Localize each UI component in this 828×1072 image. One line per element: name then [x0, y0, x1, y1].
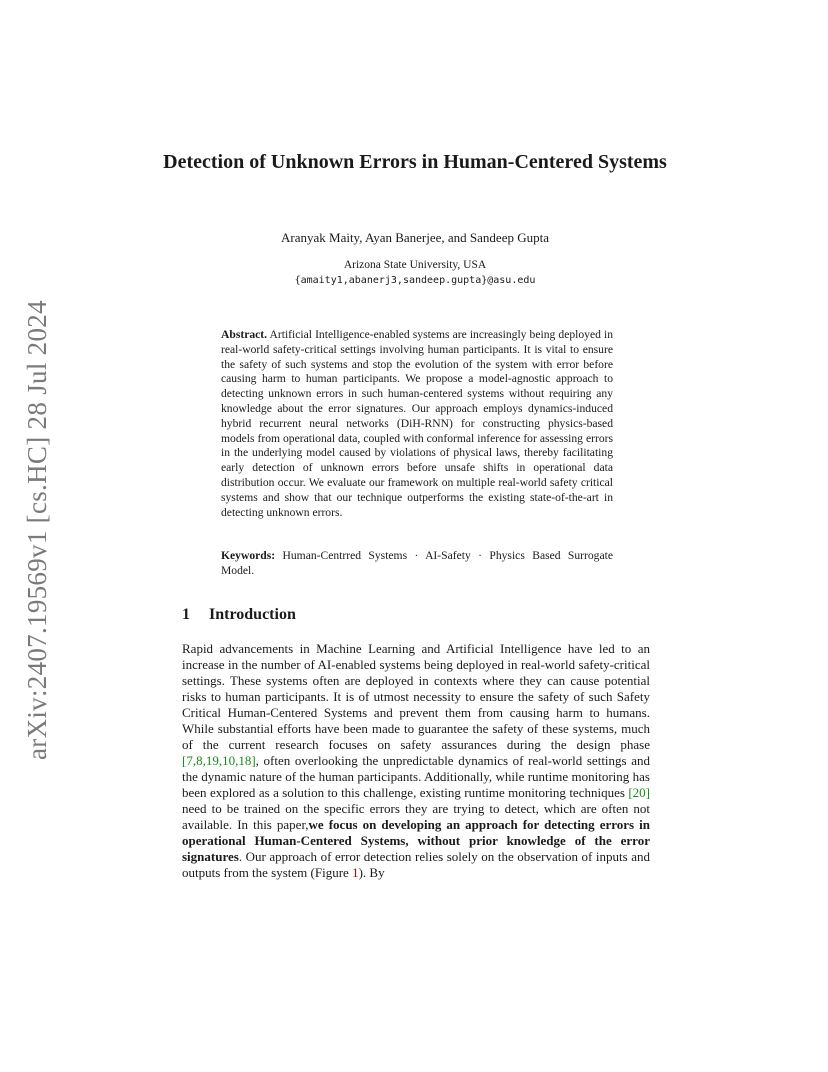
intro-text-2: , often overlooking the unpredictable dynamics of real-world settings and the dynamic nature of the human participants. Additionally, while runtime monitoring has been explored as a solution to this challenge, existing runtime monitoring techniques	[182, 753, 650, 800]
intro-bold-statement: we focus on developing an approach for detecting errors in operational Human-Centered Systems, without prior knowledge of the error signatures	[182, 817, 650, 864]
section-number: 1	[182, 606, 190, 623]
abstract-text: Artificial Intelligence-enabled systems are increasingly being deployed in real-world safety-critical settings involving human participants. It is vital to ensure the safety of such systems and stop the evolution of the system with error before causing harm to human participants. We propose a model-agnostic approach to detecting unknown errors in such human-centered systems without requiring any knowledge about the error signatures. Our approach employs dynamics-induced hybrid recurrent neural networks (DiH-RNN) for constructing physics-based models from operational data, coupled with conformal inference for assessing errors in the underlying model caused by violations of physical laws, thereby facilitating early detection of unknown errors before unsafe shifts in operational data distribution occur. We evaluate our framework on multiple real-world safety critical systems and show that our technique outperforms the existing state-of-the-art in detecting unknown errors.	[221, 328, 613, 519]
keywords-text: Human-Centrred Systems · AI-Safety · Physics Based Surrogate Model.	[221, 549, 613, 577]
citation-link[interactable]: [7,8,19,10,18]	[182, 753, 256, 768]
keywords	[221, 549, 613, 579]
intro-text-5: ). By	[358, 865, 385, 880]
abstract-label: Abstract.	[221, 328, 268, 341]
figure-reference-link[interactable]: 1	[352, 865, 359, 880]
affiliation-block	[150, 258, 680, 288]
section-heading	[182, 606, 296, 624]
affiliation: Arizona State University, USA	[343, 259, 487, 271]
abstract	[221, 328, 613, 520]
author-emails[interactable]: {amaity1,abanerj3,sandeep.gupta}@asu.edu	[294, 275, 536, 286]
intro-text-4: . Our approach of error detection relies solely on the observation of inputs and outputs from the system (Figure	[182, 849, 650, 880]
intro-text-3: need to be trained on the specific errors they are trying to detect, which are often not available. In this paper,	[182, 801, 650, 832]
intro-text-1: Rapid advancements in Machine Learning and Artificial Intelligence have led to an increase in the number of AI-enabled systems being deployed in real-world safety-critical settings. These systems often are deployed in contexts where they can cause potential risks to human participants. It is of utmost necessity to ensure the safety of such Safety Critical Human-Centered Systems and prevent them from causing harm to humans. While substantial efforts have been made to guarantee the safety of these systems, much of the current research focuses on safety assurances during the design phase	[182, 641, 650, 752]
citation-link[interactable]: [20]	[628, 785, 650, 800]
section-title: Introduction	[209, 606, 296, 623]
arxiv-identifier-stamp[interactable]: arXiv:2407.19569v1 [cs.HC] 28 Jul 2024	[22, 300, 52, 760]
introduction-paragraph	[182, 641, 650, 881]
author-list: Aranyak Maity, Ayan Banerjee, and Sandeep Gupta	[281, 230, 549, 245]
paper-title: Detection of Unknown Errors in Human-Centered Systems	[163, 151, 667, 173]
keywords-label: Keywords:	[221, 549, 276, 562]
